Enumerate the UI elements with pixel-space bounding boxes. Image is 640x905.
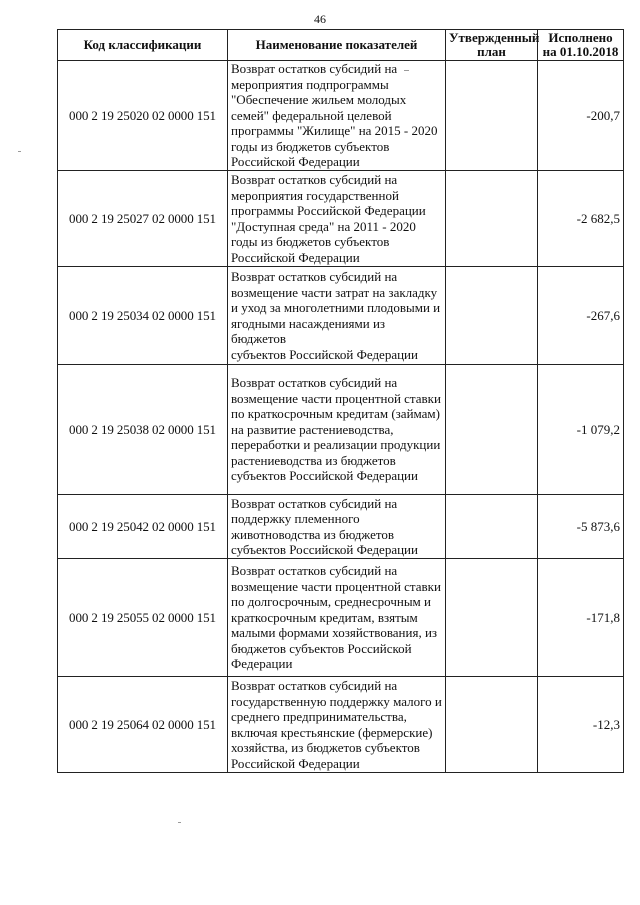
indicator-name (228, 61, 446, 171)
header-plan (446, 30, 538, 61)
classification-code: 000 2 19 25064 02 0000 151 (58, 677, 228, 773)
header-done (538, 30, 624, 61)
classification-code: 000 2 19 25027 02 0000 151 (58, 171, 228, 267)
table-row (58, 559, 624, 677)
executed-amount: -2 682,5 (538, 171, 624, 267)
approved-plan (446, 677, 538, 773)
indicator-name-line: мероприятия государственной (231, 187, 399, 203)
indicator-name-line: ягодными насаждениями из бюджетов (231, 315, 386, 346)
table-body (58, 61, 624, 773)
indicator-name-line: поддержку племенного (231, 511, 360, 526)
indicator-name-line: переработки и реализации продукции (231, 437, 441, 453)
classification-code: 000 2 19 25042 02 0000 151 (58, 495, 228, 559)
indicator-name-line: мероприятия подпрограммы (231, 76, 389, 92)
scan-speck (404, 70, 409, 71)
indicator-name-line: Возврат остатков субсидий на (231, 61, 398, 77)
indicator-name-line: Возврат остатков субсидий на (231, 495, 398, 511)
indicator-name-line: Российской Федерации (231, 755, 360, 771)
indicator-name-line: субъектов Российской Федерации (231, 346, 418, 362)
approved-plan (446, 61, 538, 171)
table-row (58, 677, 624, 773)
scan-speck (18, 151, 21, 152)
indicator-name-line: и уход за многолетними плодовыми и (231, 300, 441, 315)
indicator-name-line: Российской Федерации (231, 154, 360, 170)
header-done-line1: Исполнено (548, 30, 613, 45)
budget-table (57, 29, 624, 773)
indicator-name (228, 171, 446, 267)
indicator-name-line: возмещение части затрат на закладку (231, 284, 438, 300)
indicator-name-line: годы из бюджетов субъектов (231, 138, 390, 154)
indicator-name-line: государственную поддержку малого и (231, 693, 442, 709)
executed-amount: -171,8 (538, 559, 624, 677)
indicator-name-line: "Доступная среда" на 2011 - 2020 (231, 218, 416, 234)
indicator-name-line: годы из бюджетов субъектов (231, 234, 390, 249)
indicator-name-line: животноводства из бюджетов (231, 526, 395, 542)
header-plan-line1: Утвержденный (449, 30, 540, 45)
table-row (58, 171, 624, 267)
executed-amount: -12,3 (538, 677, 624, 773)
indicator-name-line: Возврат остатков субсидий на (231, 678, 398, 693)
indicator-name-line: возмещение части процентной ставки (231, 578, 441, 594)
indicator-name-line: среднего предпринимательства, (231, 709, 407, 724)
indicator-name-line: Возврат остатков субсидий на (231, 269, 398, 284)
approved-plan (446, 267, 538, 365)
executed-amount: -267,6 (538, 267, 624, 365)
table-row (58, 495, 624, 559)
indicator-name-line: краткосрочным кредитам, взятым (231, 609, 418, 625)
executed-amount: -5 873,6 (538, 495, 624, 559)
indicator-name-line: по краткосрочным кредитам (займам) (231, 406, 440, 422)
table-row (58, 267, 624, 365)
indicator-name-line: Российской Федерации (231, 249, 360, 265)
indicator-name-line: Возврат остатков субсидий на (231, 172, 398, 187)
indicator-name (228, 495, 446, 559)
executed-amount: -200,7 (538, 61, 624, 171)
executed-amount: -1 079,2 (538, 365, 624, 495)
indicator-name-line: малыми формами хозяйствования, из (231, 625, 438, 641)
classification-code: 000 2 19 25020 02 0000 151 (58, 61, 228, 171)
indicator-name-line: Возврат остатков субсидий на (231, 563, 398, 579)
header-row (58, 30, 624, 61)
indicator-name-line: субъектов Российской Федерации (231, 468, 418, 484)
indicator-name-line: хозяйства, из бюджетов субъектов (231, 740, 420, 755)
indicator-name-line: по долгосрочным, среднесрочным и (231, 594, 431, 610)
indicator-name (228, 677, 446, 773)
indicator-name (228, 365, 446, 495)
indicator-name-line: на развитие растениеводства, (231, 421, 394, 437)
indicator-name-line: растениеводства из бюджетов (231, 452, 396, 468)
scan-speck (178, 822, 181, 823)
indicator-name-line: Возврат остатков субсидий на (231, 375, 398, 391)
indicator-name-line: субъектов Российской Федерации (231, 542, 418, 557)
indicator-name-line: программы Российской Федерации (231, 203, 426, 218)
header-name: Наименование показателей (228, 30, 446, 61)
table-row (58, 61, 624, 171)
indicator-name (228, 559, 446, 677)
header-plan-line2: план (477, 44, 506, 59)
indicator-name-line: Федерации (231, 656, 293, 672)
indicator-name-line: бюджетов субъектов Российской (231, 640, 412, 656)
approved-plan (446, 495, 538, 559)
header-code: Код классификации (58, 30, 228, 61)
table-row (58, 365, 624, 495)
classification-code: 000 2 19 25055 02 0000 151 (58, 559, 228, 677)
approved-plan (446, 365, 538, 495)
classification-code: 000 2 19 25034 02 0000 151 (58, 267, 228, 365)
indicator-name-line: семей" федеральной целевой (231, 107, 392, 123)
indicator-name-line: возмещение части процентной ставки (231, 390, 441, 406)
indicator-name-line: программы "Жилище" на 2015 - 2020 (231, 123, 438, 139)
indicator-name-line: "Обеспечение жильем молодых (231, 92, 407, 108)
approved-plan (446, 559, 538, 677)
approved-plan (446, 171, 538, 267)
page-number: 46 (314, 12, 326, 26)
indicator-name (228, 267, 446, 365)
indicator-name-line: включая крестьянские (фермерские) (231, 724, 433, 740)
classification-code: 000 2 19 25038 02 0000 151 (58, 365, 228, 495)
header-done-line2: на 01.10.2018 (542, 44, 619, 59)
